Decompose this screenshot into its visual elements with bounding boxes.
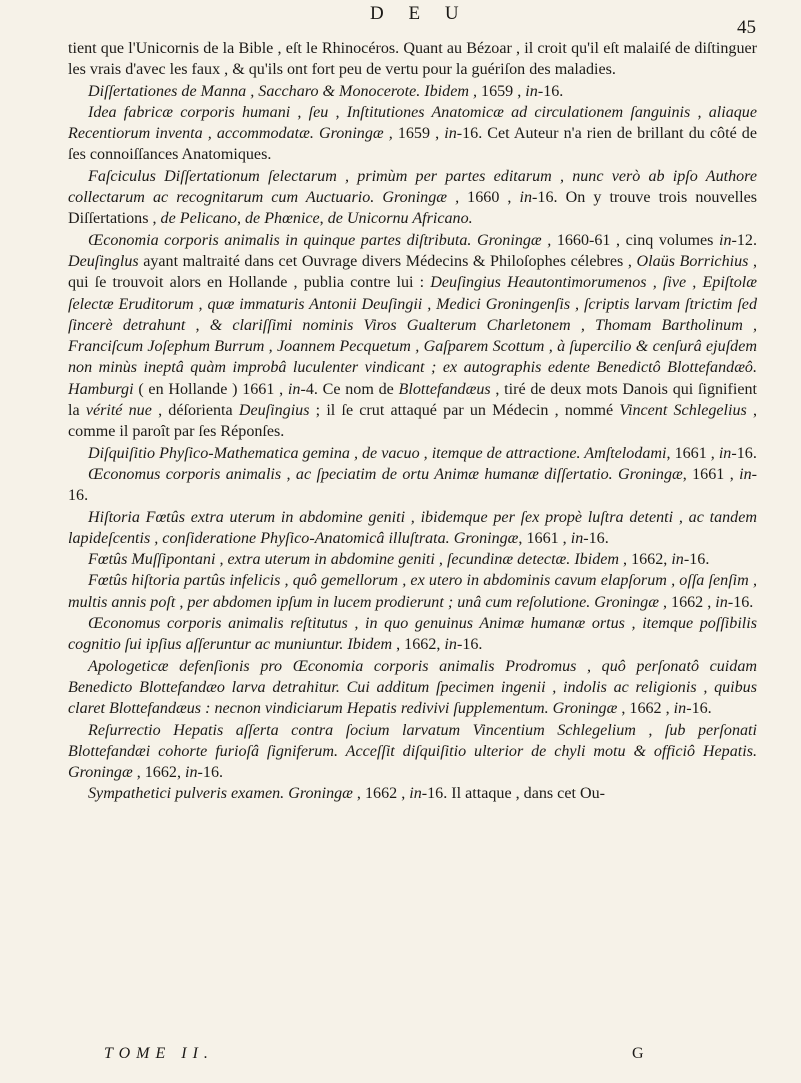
text-run: 16.	[733, 593, 754, 611]
text-run: , 1662,	[392, 636, 445, 654]
text-run: ( en Hollande ) 1661 ,	[133, 380, 288, 398]
text-run: 16. Il attaque , dans cet Ou-	[427, 785, 605, 803]
italic-text-run: in-	[444, 636, 463, 654]
bibliography-entry	[68, 613, 757, 656]
text-run: 12.	[736, 231, 757, 249]
italic-text-run: in-	[739, 465, 757, 483]
text-run: , tiré de deux mots Danois qui ſignifient la	[68, 380, 758, 420]
italic-text-run: de Pelicano	[160, 210, 237, 228]
page-number: 45	[737, 17, 756, 38]
text-run: , 1661 ,	[682, 465, 740, 483]
italic-text-run: in-	[525, 82, 544, 100]
text-run: ; il ſe crut attaqué par un Médecin , nommé	[309, 402, 620, 420]
bibliography-entry	[68, 230, 757, 443]
text-run: 16.	[202, 764, 224, 782]
italic-text-run: Fœtûs Muſſipontani , extra uterum in abdomine geniti , ſecundinæ detectæ. Ibidem	[88, 551, 620, 569]
italic-text-run: in-	[671, 551, 690, 569]
bibliography-entry	[68, 166, 757, 230]
running-title: D E U	[370, 3, 469, 24]
italic-text-run: Vincent Schlegelius	[619, 402, 747, 420]
body-text	[68, 38, 757, 805]
bibliography-entry	[68, 549, 757, 570]
text-run: 16.	[462, 636, 483, 654]
text-run: 16. On y trouve trois nouvelles Diſſertations ,	[68, 189, 758, 228]
bibliography-entry	[68, 38, 757, 81]
italic-text-run: Œconomus corporis animalis , ac ſpeciatim de ortu Animæ humanæ diſſertatio. Groningæ	[88, 465, 683, 483]
text-run: 16.	[736, 444, 757, 462]
bibliography-entry	[68, 720, 757, 784]
italic-text-run: vérité nue	[85, 402, 152, 420]
italic-text-run: Idea fabricæ corporis humani , ſeu , Inſtitutiones Anatomicæ ad circulationem ſanguinis , aliaque Recentiorum inventa , accommodatæ. Groningæ ,	[68, 103, 757, 143]
text-run: 1659 ,	[481, 82, 526, 100]
italic-text-run: in-	[409, 785, 428, 803]
text-run: 16. Cet Auteur n'a rien de brillant du côté de ſes connoiſſances Anatomiques.	[68, 125, 757, 164]
text-run: tient que l'Unicornis de la Bible , eſt le Rhinocéros. Quant au Bézoar , il croit qu'il eſt malaiſé de diſtinguer les vrais d'avec les faux , & qu'ils ont fort peu de vertu pour la guériſon des maladies.	[68, 40, 757, 79]
text-run: , 1662,	[619, 551, 672, 569]
page-footer	[0, 1045, 801, 1071]
text-run: ayant maltraité dans cet Ouvrage divers Médecins & Philoſophes célebres ,	[138, 252, 637, 270]
text-run: , 1661 ,	[518, 529, 571, 547]
bibliography-entry	[68, 507, 757, 550]
text-run: , 1662 ,	[352, 785, 410, 803]
italic-text-run: Olaüs Borrichius	[636, 252, 749, 270]
italic-text-run: Deuſingius Heautontimorumenos , ſive , Epiſtolæ ſelectæ Eruditorum , quæ immaturis Antonii Deuſingii , Medici Groningenſis , ſcriptis larvam ſtrictim ſed ſincerè detrahunt , & clariſſimi nominis Viros Gualterum Charletonem , Thomam Bartholinum , Franciſcum Joſephum Burrum , Joannem Pecquetum , Gaſparem Scottum , à ſupercilio & cenſurâ ejuſdem non minùs ineptâ quàm improbâ luculenter vindicant ; ex autographis edente Benedictô Blottefandæô. Hamburgi	[68, 274, 757, 398]
text-run: , 1662 ,	[617, 700, 674, 718]
italic-text-run: in-	[185, 764, 203, 782]
text-run: 16.	[689, 551, 710, 569]
text-run: 16.	[543, 82, 564, 100]
italic-text-run: in-	[519, 189, 538, 207]
text-run: 1660-61 , cinq volumes	[556, 231, 719, 249]
italic-text-run: Blottefandæus	[398, 380, 491, 398]
italic-text-run: Reſurrectio Hepatis aſſerta contra ſocium larvatum Vincentium Schlegelium , ſub perſonati Blottefandæi cohorte furioſâ ſigniferum. Acceſſit diſquiſitio ulterior de chyli motu & officiô Hepatis. Groningæ	[68, 721, 757, 782]
text-run: , déſorienta	[151, 402, 239, 420]
text-run: ,	[319, 210, 328, 228]
italic-text-run: Œconomus corporis animalis reſtitutus , in quo genuinus Animæ humanæ ortus , itemque poſſibilis cognitio ſui ipſius aſſeruntur ac muniuntur. Ibidem	[68, 615, 757, 654]
volume-signature: TOME II.	[104, 1045, 214, 1062]
text-run: 16.	[588, 529, 609, 547]
italic-text-run: in-	[715, 593, 734, 611]
running-head	[0, 0, 801, 40]
text-run: , 1662 ,	[658, 593, 716, 611]
bibliography-entry	[68, 81, 757, 102]
italic-text-run: in-	[570, 529, 589, 547]
bibliography-entry	[68, 656, 757, 720]
text-run: 1659 ,	[397, 125, 445, 143]
bibliography-entry	[68, 102, 757, 166]
text-run: , qui ſe trouvoit alors en Hollande , publia contre lui :	[68, 252, 758, 292]
italic-text-run: Deuſinglus	[68, 252, 139, 270]
text-run: , 1661 ,	[666, 444, 719, 462]
italic-text-run: Diſſertationes de Manna , Saccharo & Monocerote. Ibidem ,	[88, 82, 482, 100]
italic-text-run: de Unicornu Africano.	[327, 210, 473, 228]
italic-text-run: Faſciculus Diſſertationum ſelectarum , primùm per partes editarum , nunc verò ab ipſo Authore collectarum ac recognitarum cum Auctuario. Groningæ ,	[68, 167, 757, 207]
italic-text-run: de Phœnice	[245, 210, 320, 228]
italic-text-run: Diſquiſitio Phyſico-Mathematica gemina , de vacuo , itemque de attractione. Amſtelodami	[88, 444, 667, 462]
text-run: ,	[236, 210, 245, 228]
bibliography-entry	[68, 783, 757, 804]
italic-text-run: Fœtûs hiſtoria partûs infelicis , quô gemellorum , ex utero in abdominis cavum elapſorum , oſſa ſenſim , multis annis poſt , per abdomen ipſum in lucem prodierunt ; unâ cum reſolutione. Groningæ	[68, 572, 757, 611]
italic-text-run: in-	[287, 380, 306, 398]
italic-text-run: Apologeticæ defenſionis pro Œconomia corporis animalis Prodromus , quô perſonatô cuidam Benedicto Blottefandæo larva detrahitur. Cui additum ſpecimen ingenii , indolis ac religionis , quibus claret Blottefandæus : necnon vindiciarum Hepatis redivivi ſupplementum. Groningæ	[68, 657, 757, 718]
italic-text-run: Œconomia corporis animalis in quinque partes diſtributa. Groningæ ,	[88, 231, 557, 249]
bibliography-entry	[68, 570, 757, 613]
text-run: , comme il paroît par ſes Réponſes.	[68, 402, 758, 441]
italic-text-run: in-	[673, 700, 692, 718]
text-run: 4. Ce nom de	[305, 380, 399, 398]
italic-text-run: Sympathetici pulveris examen. Groningæ	[88, 785, 353, 803]
italic-text-run: in-	[444, 125, 463, 143]
text-run: 16.	[68, 487, 89, 505]
italic-text-run: in-	[718, 444, 737, 462]
italic-text-run: in-	[718, 231, 737, 249]
bibliography-entry	[68, 443, 757, 464]
bibliography-entry	[68, 464, 757, 507]
italic-text-run: Deuſingius	[238, 402, 310, 420]
text-run: 16.	[691, 700, 712, 718]
text-run: 1660 ,	[467, 189, 520, 207]
signature-mark: G	[632, 1045, 644, 1062]
italic-text-run: Hiſtoria Fœtûs extra uterum in abdomine geniti , ibidemque per ſex propè luſtra detenti , ac tandem lapideſcentis , conſideratione Phyſico-Anatomicâ illuſtrata. Groningæ	[68, 508, 757, 547]
text-run: , 1662,	[132, 764, 185, 782]
